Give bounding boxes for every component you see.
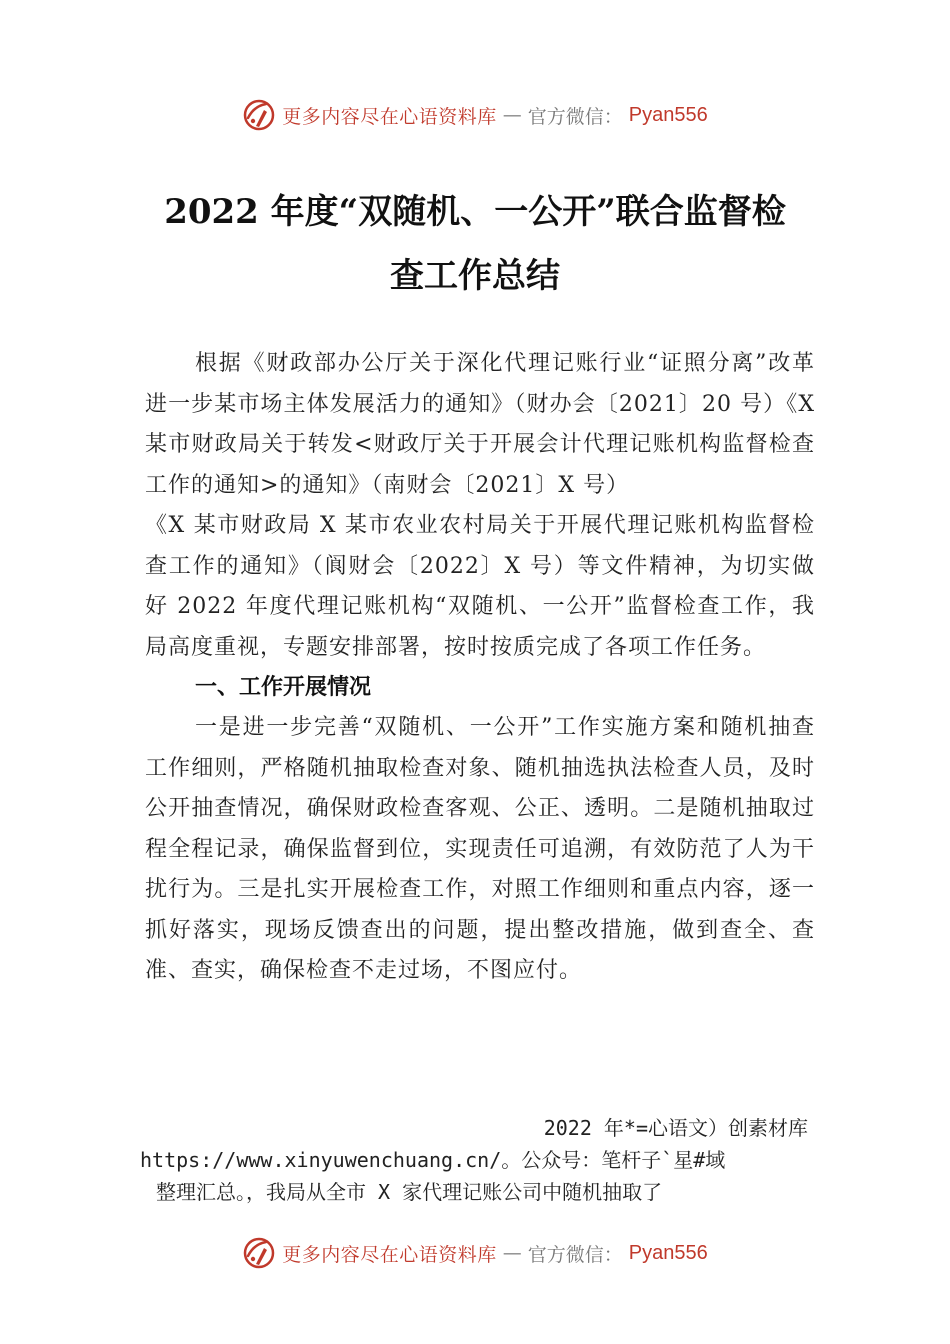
footer-line-3: 整理汇总。，我局从全市 X 家代理记账公司中随机抽取了 — [156, 1180, 663, 1204]
banner-separator: — — [502, 1242, 522, 1264]
footer-line-2: https://www.xinyuwenchuang.cn/。公众号：笔杆子`星#域 — [140, 1148, 726, 1172]
pen-circle-logo-icon — [242, 1236, 276, 1270]
banner-separator: — — [502, 104, 522, 126]
pen-circle-logo-icon — [242, 98, 276, 132]
banner-wechat-label: 官方微信： — [527, 105, 623, 128]
title-line-2: 查工作总结 — [390, 256, 560, 296]
paragraph-purpose: 《X 某市财政局 X 某市农业农村局关于开展代理记账机构监督检查工作的通知》（阆财会〔2022〕X 号）等文件精神，为切实做好 2022 年度代理记账机构“双随机、一公开”监督检查工作，我局高度重视，专题安排部署，按时按质完成了各项工作任务。 — [145, 513, 815, 660]
paragraph-work-details: 一是进一步完善“双随机、一公开”工作实施方案和随机抽查工作细则，严格随机抽取检查对象、随机抽选执法检查人员，及时公开抽查情况，确保财政检查客观、公正、透明。二是随机抽取过程全程记录，确保监督到位，实现责任可追溯，有效防范了人为干扰行为。三是扎实开展检查工作，对照工作细则和重点内容，逐一抓好落实，现场反馈查出的问题，提出整改措施，做到查全、查准、查实，确保检查不走过场，不图应付。 — [145, 715, 815, 983]
section-heading-work: 一、工作开展情况 — [195, 675, 372, 700]
banner-wechat-id: Pyan556 — [628, 1241, 708, 1264]
banner-wechat-id: Pyan556 — [628, 103, 708, 126]
title-line-1: 2022 年度“双随机、一公开”联合监督检 — [164, 192, 786, 232]
banner-title: 更多内容尽在心语资料库 — [282, 1243, 497, 1266]
paragraph-basis: 根据《财政部办公厅关于深化代理记账行业“证照分离”改革进一步某市场主体发展活力的通知》（财办会〔2021〕20 号）《X 某市财政局关于转发<财政厅关于开展会计代理记账机构监督检查工作的通知>的通知》（南财会〔2021〕X 号） — [145, 351, 815, 498]
document-title — [120, 180, 830, 308]
header-banner — [0, 95, 950, 135]
banner-wechat-label: 官方微信： — [527, 1243, 623, 1266]
footer-banner — [0, 1233, 950, 1273]
banner-title: 更多内容尽在心语资料库 — [282, 105, 497, 128]
footer-text — [140, 1112, 808, 1208]
footer-line-1: 2022 年*=心语文）创素材库 — [543, 1116, 808, 1140]
document-body — [145, 344, 815, 992]
